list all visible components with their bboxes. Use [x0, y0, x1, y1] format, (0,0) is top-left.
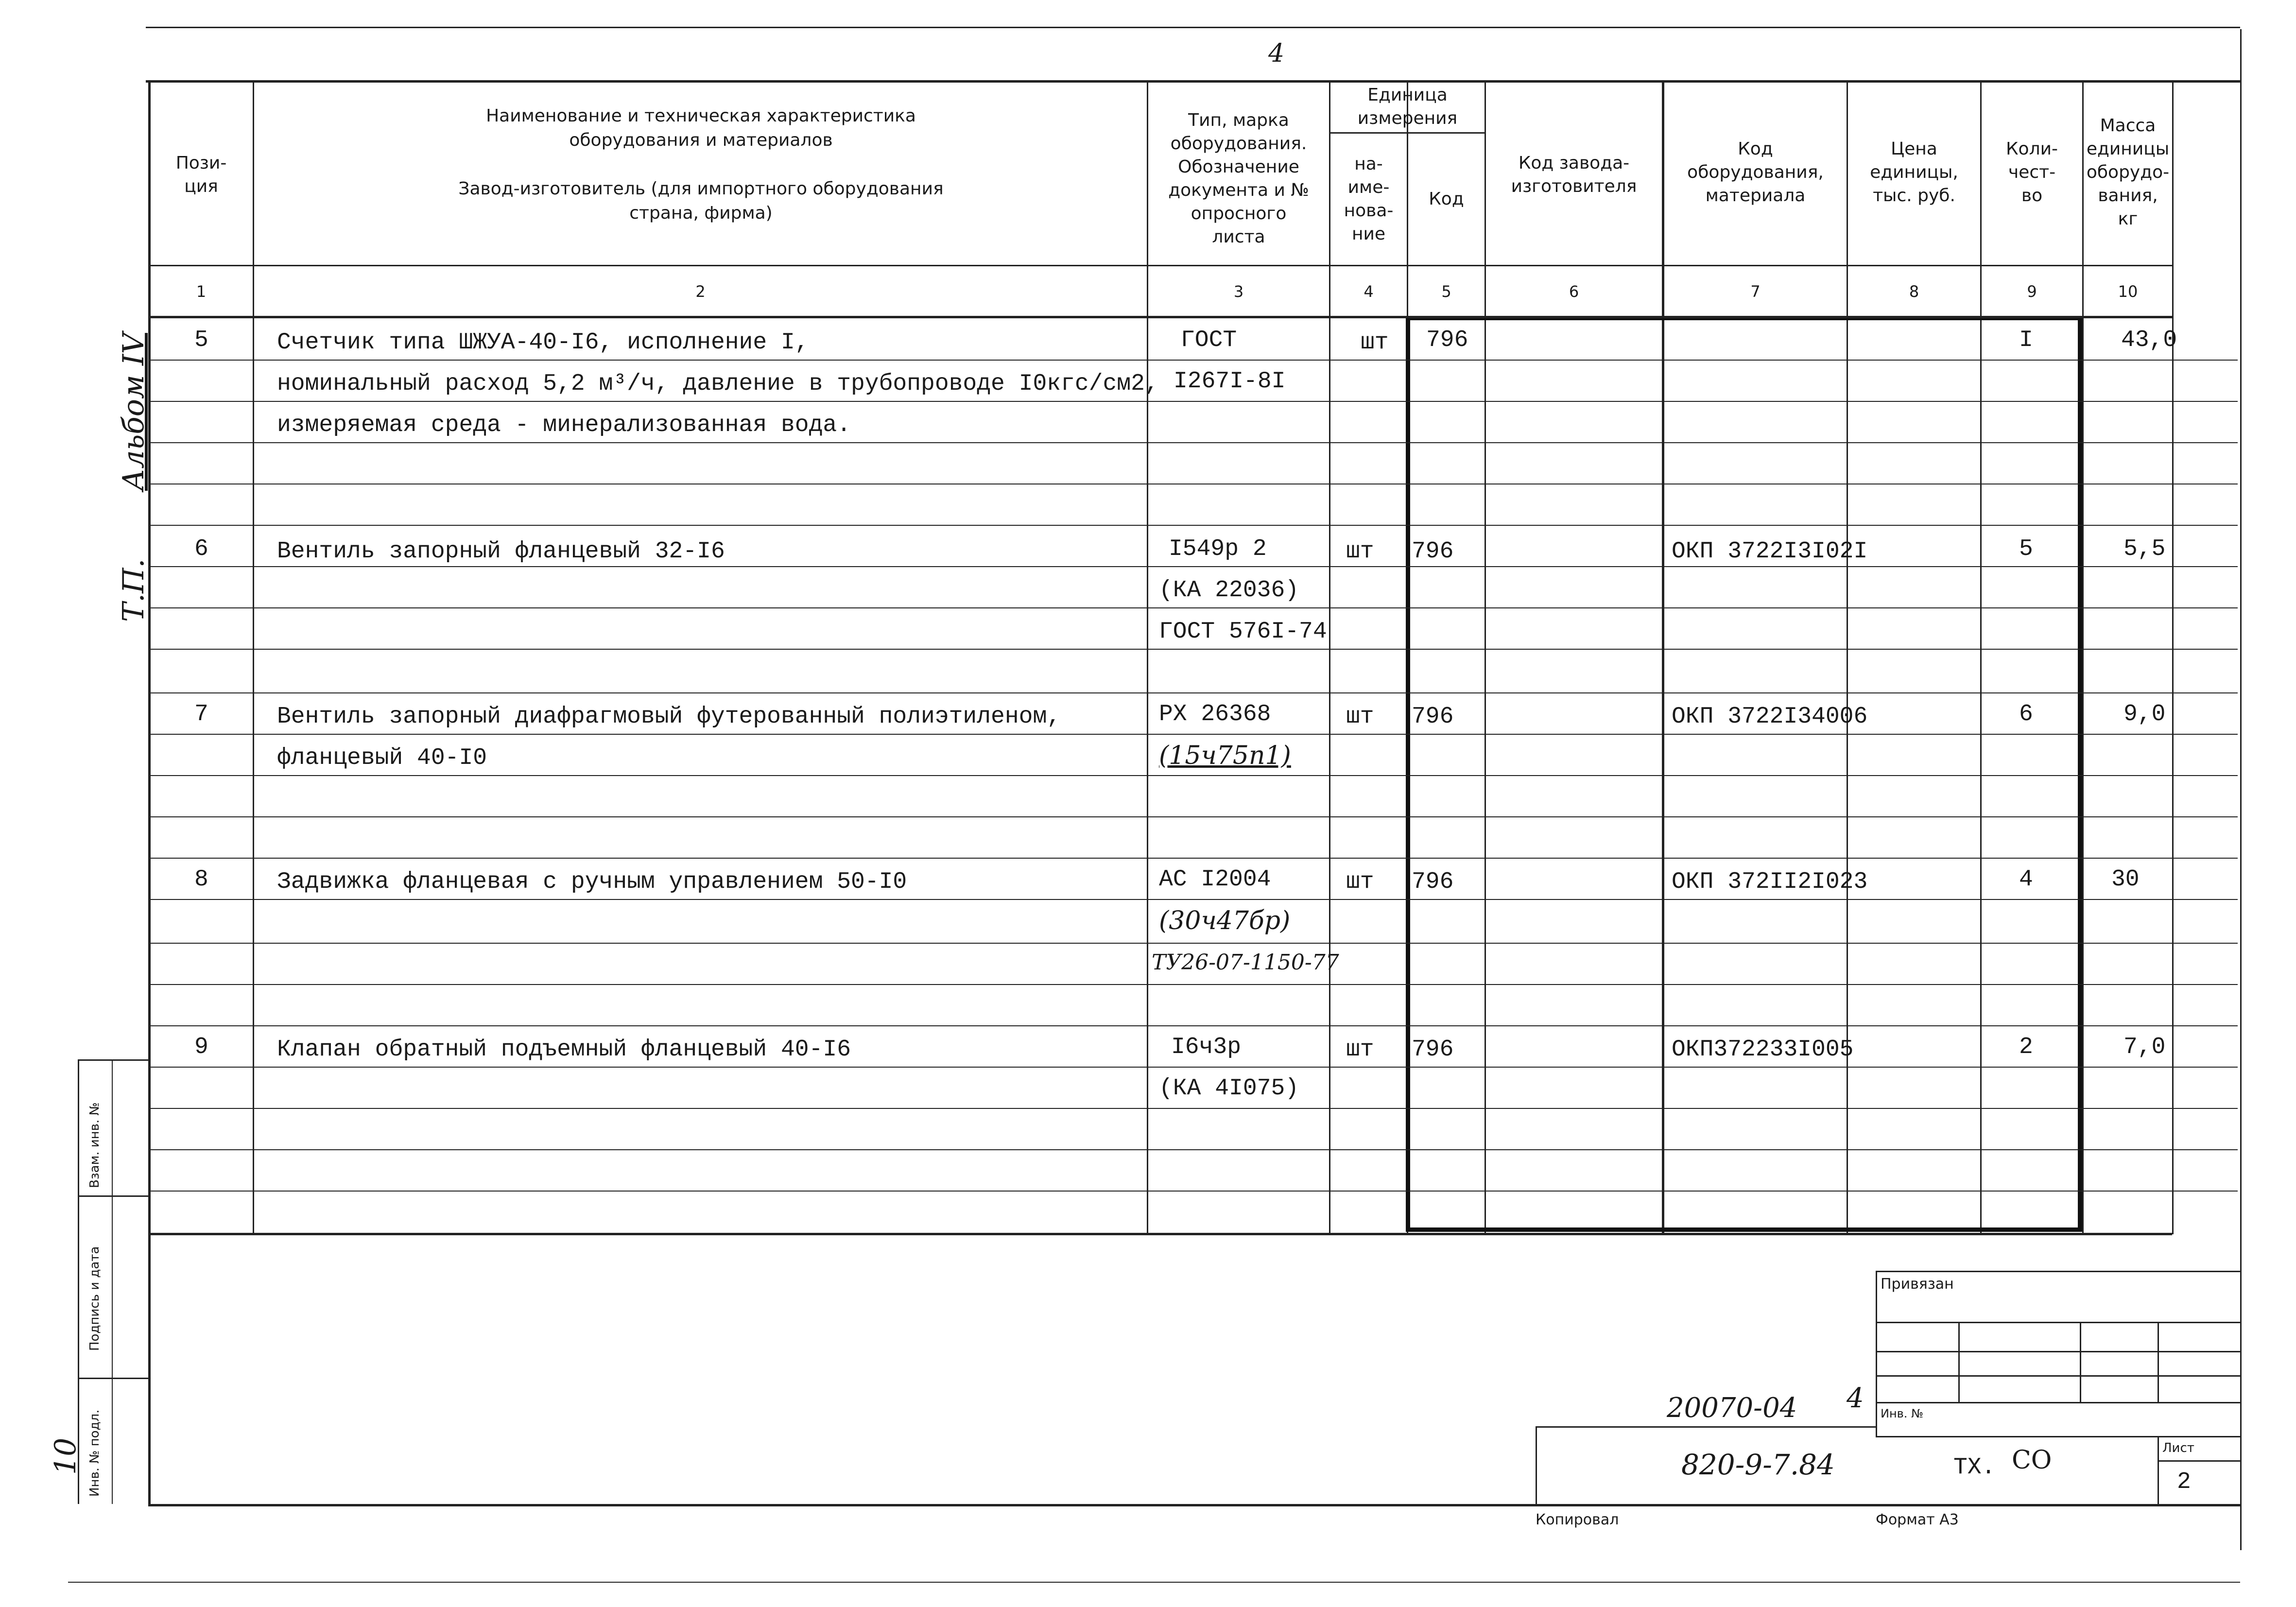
- colnum-2: 2: [695, 282, 706, 301]
- row-line: [148, 899, 2238, 900]
- privyazan-col2: [2080, 1322, 2081, 1402]
- header-position: Пози- ция: [175, 153, 227, 196]
- col-sep-9: [2082, 80, 2084, 1234]
- order-handwritten: 20070-04: [1667, 1392, 1797, 1424]
- row-line: [148, 1191, 2238, 1192]
- tp-label: Т.П.: [117, 558, 151, 622]
- row-5-position: 5: [194, 327, 208, 353]
- side-strip-sep2: [78, 1378, 148, 1379]
- row-6-name: Вентиль запорный фланцевый 32-I6: [277, 538, 725, 565]
- row-6-type-2: (КА 22036): [1159, 577, 1299, 604]
- table-top-border: [146, 80, 2240, 83]
- row-5-name-line2: номинальный расход 5,2 м³/ч, давление в трубопроводе I0кгс/см2,: [277, 371, 1159, 397]
- privyazan-row1: [1876, 1322, 2240, 1323]
- row-line: [148, 360, 2238, 361]
- row-7-unit: шт: [1346, 704, 1374, 730]
- row-line: [148, 734, 2238, 735]
- header-type: Тип, марка оборудования. Обозначение документа и № опросного листа: [1168, 110, 1309, 247]
- colnum-6: 6: [1569, 282, 1579, 301]
- colnum-bottom: [148, 316, 2172, 318]
- row-line: [148, 775, 2238, 776]
- header-factory-code: Код завода- изготовителя: [1511, 153, 1637, 196]
- doc-code: 820-9-7.84: [1681, 1448, 1835, 1481]
- album-label: Альбом IV: [117, 333, 151, 491]
- row-5-qty: I: [2019, 327, 2033, 353]
- row-6-type-1: I549р 2: [1169, 536, 1267, 562]
- page-bottom-line: [68, 1582, 2240, 1583]
- privyazan-block: [1876, 1271, 2242, 1437]
- row-line: [148, 401, 2238, 402]
- list-sep: [2158, 1460, 2240, 1462]
- row-8-mass: 30: [2111, 866, 2140, 893]
- col-sep-10: [2172, 80, 2174, 1234]
- inv-handwritten: 10: [49, 1437, 83, 1475]
- header-mass: Масса единицы оборудо- вания, кг: [2086, 116, 2170, 229]
- podpis-label: Подпись и дата: [87, 1246, 102, 1351]
- row-8-type-handwritten-1: (30ч47бр): [1159, 906, 1291, 935]
- colnum-10: 10: [2118, 282, 2138, 301]
- privyazan-label: Привязан: [1881, 1276, 1954, 1293]
- row-8-type-1: АС I2004: [1159, 866, 1271, 893]
- inv-label: Инв. № подл.: [87, 1409, 102, 1497]
- row-line: [148, 1149, 2238, 1150]
- colnum-1: 1: [196, 282, 207, 301]
- colnum-8: 8: [1909, 282, 1919, 301]
- privyazan-col1: [1958, 1322, 1960, 1402]
- row-line: [148, 525, 2238, 526]
- row-7-name-line1: Вентиль запорный диафрагмовый футерованный полиэтиленом,: [277, 704, 1061, 730]
- order-handwritten-2: 4: [1847, 1382, 1864, 1414]
- title-block-left: [1536, 1426, 1537, 1504]
- header-name-4: страна, фирма): [629, 203, 773, 223]
- row-line: [148, 692, 2238, 693]
- row-5-unit: шт: [1361, 329, 1389, 356]
- row-line: [148, 984, 2238, 985]
- header-name-3: Завод-изготовитель (для импортного оборудования: [458, 179, 944, 199]
- row-6-unit: шт: [1346, 538, 1374, 565]
- colnum-5: 5: [1441, 282, 1451, 301]
- row-9-name: Клапан обратный подъемный фланцевый 40-I6: [277, 1037, 851, 1063]
- header-name-1: Наименование и техническая характеристика: [486, 106, 916, 126]
- row-line: [148, 1108, 2238, 1109]
- side-strip-sep1: [78, 1195, 148, 1197]
- row-9-qty: 2: [2019, 1034, 2033, 1060]
- header-unit: Единица измерения: [1357, 85, 1458, 128]
- colnum-3: 3: [1233, 282, 1244, 301]
- row-8-unit: шт: [1346, 869, 1374, 895]
- row-5-mass: 43,0: [2121, 327, 2177, 353]
- inv-no-label: Инв. №: [1881, 1407, 1924, 1420]
- header-bottom: [148, 265, 2172, 266]
- list-col-left: [2158, 1436, 2159, 1504]
- row-7-name-line2: фланцевый 40-I0: [277, 745, 487, 771]
- privyazan-row4: [1876, 1402, 2240, 1403]
- row-8-name: Задвижка фланцевая с ручным управлением 50-I0: [277, 869, 907, 895]
- row-5-name-line1: Счетчик типа ШЖУА-40-I6, исполнение I,: [277, 329, 809, 356]
- row-line: [148, 943, 2238, 944]
- vzam-label: Взам. инв. №: [87, 1102, 102, 1188]
- row-line: [148, 816, 2238, 817]
- unit-group-sep: [1329, 132, 1485, 134]
- row-7-material-code: ОКП 3722I34006: [1672, 704, 1868, 730]
- format-label: Формат А3: [1876, 1511, 1959, 1528]
- row-9-type-1: I6ч3р: [1171, 1034, 1242, 1060]
- row-5-type-2: I267I-8I: [1174, 368, 1286, 395]
- doc-type: ТХ.: [1953, 1454, 1996, 1481]
- header-name-2: оборудования и материалов: [569, 130, 833, 150]
- row-8-code: 796: [1412, 869, 1454, 895]
- row-9-code: 796: [1412, 1037, 1454, 1063]
- colnum-7: 7: [1750, 282, 1761, 301]
- side-strip-top: [78, 1059, 148, 1061]
- row-6-code: 796: [1412, 538, 1454, 565]
- doc-type-handwritten: СО: [2012, 1446, 2052, 1475]
- row-8-qty: 4: [2019, 866, 2033, 893]
- page-number: 4: [1268, 39, 1285, 68]
- list-label: Лист: [2162, 1441, 2194, 1455]
- header-unit-name: на- име- нова- ние: [1344, 154, 1394, 244]
- row-8-position: 8: [194, 866, 208, 893]
- list-number: 2: [2177, 1469, 2191, 1495]
- col-sep-1: [253, 80, 254, 1234]
- header-material-code: Код оборудования, материала: [1687, 139, 1824, 206]
- row-line: [148, 607, 2238, 608]
- row-7-type-1: РХ 26368: [1159, 701, 1271, 727]
- row-8-material-code: ОКП 372II2I023: [1672, 869, 1868, 895]
- row-9-unit: шт: [1346, 1037, 1374, 1063]
- header-price: Цена единицы, тыс. руб.: [1870, 139, 1958, 206]
- row-8-type-handwritten-2: ТУ26-07-1150-77: [1152, 950, 1339, 975]
- row-6-type-3: ГОСТ 576I-74: [1159, 619, 1327, 645]
- header-unit-code: Код: [1429, 189, 1464, 209]
- row-line: [148, 649, 2238, 650]
- row-6-mass: 5,5: [2123, 536, 2166, 562]
- table-bottom: [148, 1233, 2172, 1235]
- top-border: [146, 27, 2240, 28]
- colnum-9: 9: [2027, 282, 2037, 301]
- frame-bottom: [148, 1504, 2240, 1506]
- row-6-material-code: ОКП 3722I3I02I: [1672, 538, 1868, 565]
- row-7-mass: 9,0: [2123, 701, 2166, 727]
- row-7-type-handwritten: (15ч75п1): [1159, 741, 1291, 770]
- row-line: [148, 1025, 2238, 1026]
- row-7-qty: 6: [2019, 701, 2033, 727]
- row-5-name-line3: измеряемая среда - минерализованная вода.: [277, 412, 851, 438]
- row-line: [148, 442, 2238, 443]
- header-qty: Коли- чест- во: [2006, 139, 2058, 206]
- title-block-mid: [1876, 1436, 2240, 1437]
- row-7-code: 796: [1412, 704, 1454, 730]
- row-7-position: 7: [194, 701, 208, 727]
- row-5-type-1: ГОСТ: [1181, 327, 1237, 353]
- privyazan-row2: [1876, 1351, 2240, 1352]
- privyazan-row3: [1876, 1375, 2240, 1377]
- kopiroval-label: Копировал: [1536, 1511, 1619, 1528]
- row-9-position: 9: [194, 1034, 208, 1060]
- privyazan-col3: [2158, 1322, 2159, 1402]
- row-6-position: 6: [194, 536, 208, 562]
- side-strip-mid: [112, 1059, 113, 1504]
- row-line: [148, 858, 2238, 859]
- colnum-4: 4: [1364, 282, 1374, 301]
- row-9-material-code: ОКП372233I005: [1672, 1037, 1854, 1063]
- row-6-qty: 5: [2019, 536, 2033, 562]
- title-block-top: [1536, 1426, 1876, 1428]
- row-9-mass: 7,0: [2123, 1034, 2166, 1060]
- row-5-code: 796: [1426, 327, 1468, 353]
- row-line: [148, 1067, 2238, 1068]
- row-line: [148, 566, 2238, 567]
- row-9-type-2: (КА 4I075): [1159, 1075, 1299, 1102]
- highlight-box: [1406, 316, 2082, 1232]
